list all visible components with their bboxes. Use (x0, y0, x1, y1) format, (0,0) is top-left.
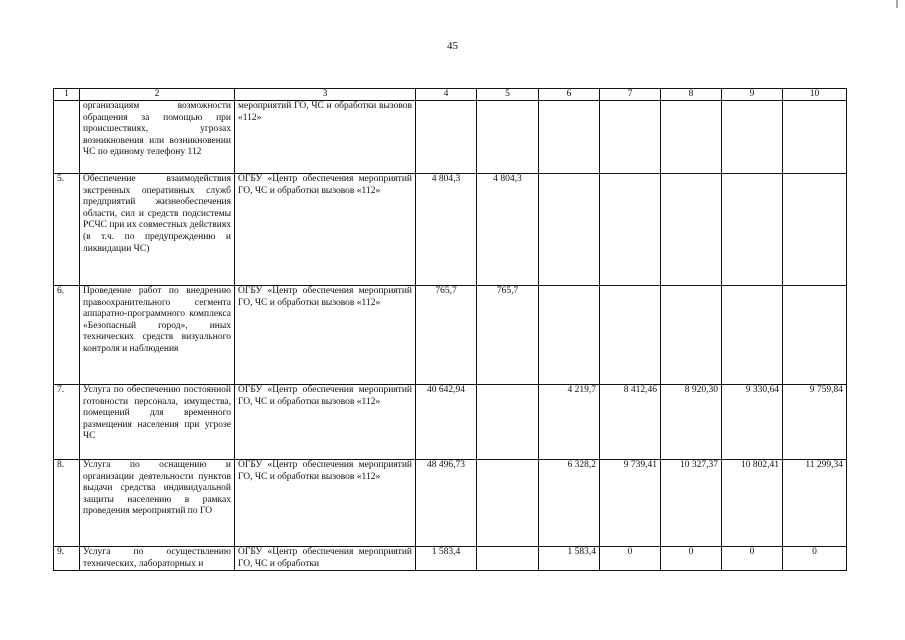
cell-col6 (539, 174, 600, 286)
cell-col5: 765,7 (477, 286, 539, 385)
cell-col10: 0 (783, 547, 847, 571)
header-cell: 4 (416, 89, 477, 101)
cell-col9 (722, 286, 783, 385)
header-cell: 8 (661, 89, 722, 101)
cell-col9 (722, 101, 783, 174)
cell-col8: 0 (661, 547, 722, 571)
cell-col7: 8 412,46 (600, 385, 661, 460)
row-description: организациям возможности обращения за помощью при происшествиях, угрозах возникновения или возникновении ЧС по единому телефону 112 (80, 101, 235, 174)
table-row (54, 174, 847, 286)
cell-col7 (600, 101, 661, 174)
header-cell: 1 (54, 89, 80, 101)
cell-col6: 6 328,2 (539, 460, 600, 547)
cell-col7: 0 (600, 547, 661, 571)
row-number: 8. (54, 460, 80, 547)
table-row (54, 385, 847, 460)
cell-col5 (477, 101, 539, 174)
cell-col8 (661, 101, 722, 174)
cell-col6: 1 583,4 (539, 547, 600, 571)
cell-col9: 10 802,41 (722, 460, 783, 547)
row-organization: ОГБУ «Центр обеспечения мероприятий ГО, ЧС и обработки вызовов «112» (235, 385, 416, 460)
table-row (54, 547, 847, 571)
row-description: Услуга по осуществлению технических, лабораторных и (80, 547, 235, 571)
row-number: 5. (54, 174, 80, 286)
cell-col9: 0 (722, 547, 783, 571)
row-number (54, 101, 80, 174)
cell-total: 40 642,94 (416, 385, 477, 460)
row-description: Услуга по обеспечению постоянной готовности персонала, имущества, помещений для временного размещения населения при угрозе ЧС (80, 385, 235, 460)
row-organization: ОГБУ «Центр обеспечения мероприятий ГО, ЧС и обработки (235, 547, 416, 571)
header-cell: 5 (477, 89, 539, 101)
cell-total: 1 583,4 (416, 547, 477, 571)
header-cell: 9 (722, 89, 783, 101)
table-row (54, 286, 847, 385)
cell-col7 (600, 286, 661, 385)
header-cell: 10 (783, 89, 847, 101)
cell-total: 4 804,3 (416, 174, 477, 286)
row-description: Услуга по оснащению и организации деятельности пунктов выдачи средства индивидуальной защиты населению в рамках проведения мероприятий по ГО (80, 460, 235, 547)
cell-col6: 4 219,7 (539, 385, 600, 460)
row-number: 6. (54, 286, 80, 385)
cell-col5 (477, 547, 539, 571)
cell-col10 (783, 174, 847, 286)
cell-col10: 11 299,34 (783, 460, 847, 547)
cell-col8: 10 327,37 (661, 460, 722, 547)
cell-total (416, 101, 477, 174)
row-organization: ОГБУ «Центр обеспечения мероприятий ГО, ЧС и обработки вызовов «112» (235, 174, 416, 286)
cell-total: 48 496,73 (416, 460, 477, 547)
cell-col10: 9 759,84 (783, 385, 847, 460)
header-cell: 2 (80, 89, 235, 101)
cell-col6 (539, 101, 600, 174)
row-number: 7. (54, 385, 80, 460)
row-number: 9. (54, 547, 80, 571)
cell-total: 765,7 (416, 286, 477, 385)
cell-col10 (783, 101, 847, 174)
cell-col10 (783, 286, 847, 385)
cell-col8: 8 920,30 (661, 385, 722, 460)
budget-table (53, 88, 847, 571)
cell-col8 (661, 174, 722, 286)
cell-col6 (539, 286, 600, 385)
header-cell: 3 (235, 89, 416, 101)
row-organization: ОГБУ «Центр обеспечения мероприятий ГО, ЧС и обработки вызовов «112» (235, 460, 416, 547)
header-cell: 6 (539, 89, 600, 101)
table-row (54, 101, 847, 174)
cell-col9: 9 330,64 (722, 385, 783, 460)
page-number: 45 (447, 40, 458, 52)
cell-col5: 4 804,3 (477, 174, 539, 286)
table-row (54, 460, 847, 547)
cell-col9 (722, 174, 783, 286)
cell-col5 (477, 385, 539, 460)
row-description: Проведение работ по внедрению правоохранительного сегмента аппаратно-программного комплекса «Безопасный город», иных технических средств визуального контроля и наблюдения (80, 286, 235, 385)
cell-col7 (600, 174, 661, 286)
cell-col5 (477, 460, 539, 547)
row-organization: мероприятий ГО, ЧС и обработки вызовов «112» (235, 101, 416, 174)
cell-col8 (661, 286, 722, 385)
header-cell: 7 (600, 89, 661, 101)
row-description: Обеспечение взаимодействия экстренных оперативных служб предприятий жизнеобеспечения области, сил и средств подсистемы РСЧС при их совместных действиях (в т.ч. по предупреждению и ликвидации ЧС) (80, 174, 235, 286)
cell-col7: 9 739,41 (600, 460, 661, 547)
row-organization: ОГБУ «Центр обеспечения мероприятий ГО, ЧС и обработки вызовов «112» (235, 286, 416, 385)
table-header-row (54, 89, 847, 101)
